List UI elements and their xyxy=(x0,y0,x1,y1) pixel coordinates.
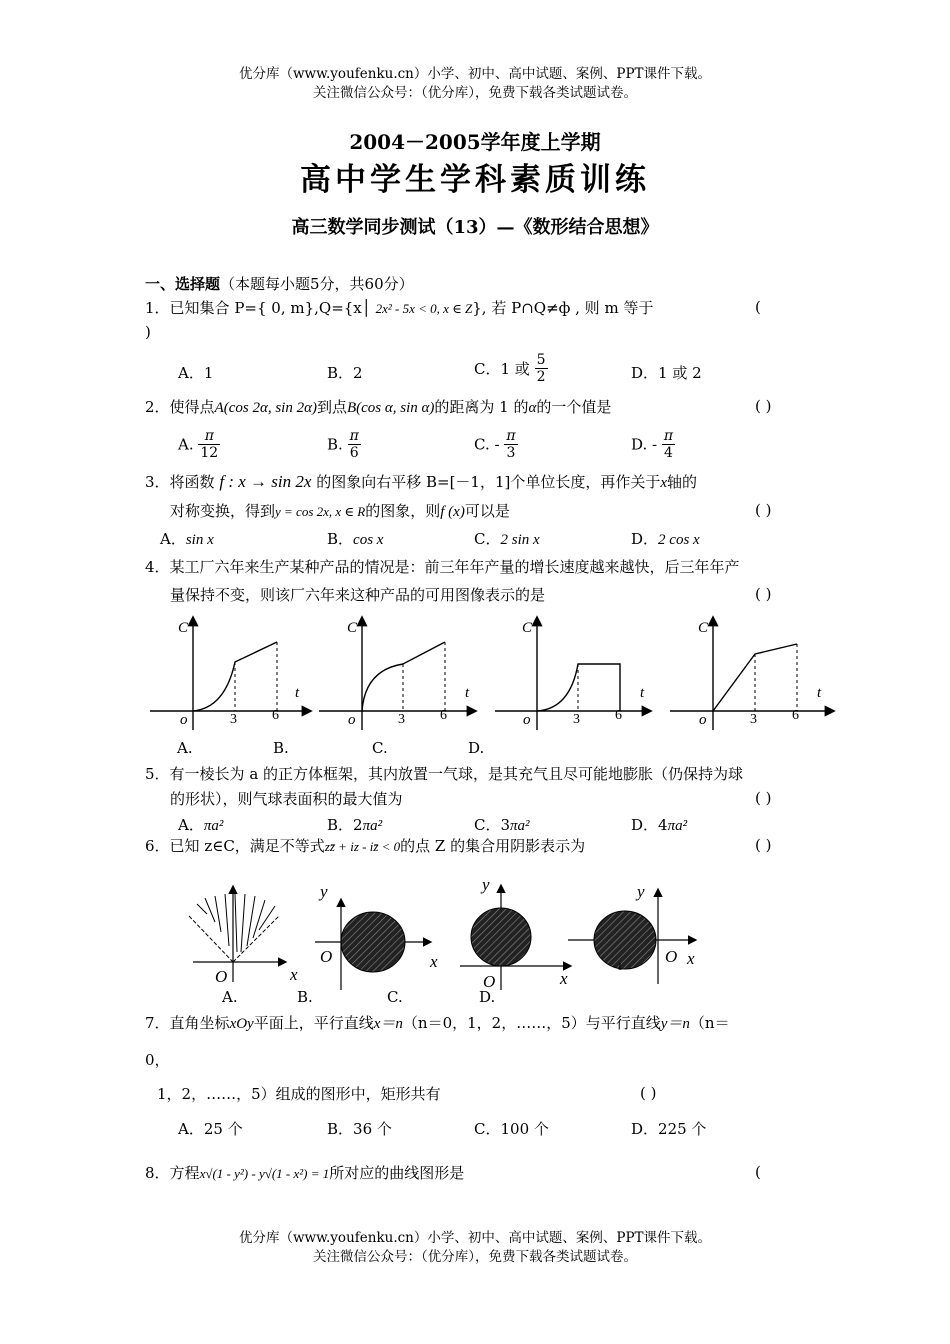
q7-stem-line1: 7．直角坐标xOy平面上，平行直线x＝n（n＝0，1，2，……，5）与平行直线y＝n（n＝ xyxy=(145,1014,730,1032)
q3-option-b[interactable]: B．cos x xyxy=(327,530,384,548)
q8-paren-open: ( xyxy=(755,1163,761,1181)
q1-text-a: 已知集合 P={ 0, m},Q={x│ xyxy=(169,299,371,317)
svg-text:C: C xyxy=(178,620,189,636)
svg-text:3: 3 xyxy=(573,712,580,727)
svg-text:3: 3 xyxy=(398,712,405,727)
q1-option-a[interactable]: A．1 xyxy=(178,364,214,382)
q6-option-b[interactable]: B. xyxy=(297,988,313,1006)
svg-text:1: 1 xyxy=(617,961,623,973)
svg-text:6: 6 xyxy=(272,708,279,723)
svg-text:6: 6 xyxy=(615,708,622,723)
q6-graph-d xyxy=(568,882,695,984)
q6-graphs xyxy=(175,872,735,997)
q8-stem: 8．方程x√(1 - y²) - y√(1 - x²) = 1所对应的曲线图形是 xyxy=(145,1164,465,1182)
q1-paren-open: ( xyxy=(755,298,761,316)
q5-option-d[interactable]: D．4πa² xyxy=(631,816,688,834)
q7-stem-line3: 1，2，……，5）组成的图形中，矩形共有 xyxy=(157,1085,441,1103)
svg-text:6: 6 xyxy=(792,708,799,723)
q4-graph-c xyxy=(495,618,650,730)
q7-option-b[interactable]: B．36 个 xyxy=(327,1120,392,1138)
svg-text:o: o xyxy=(523,712,531,728)
q3-stem-line2: 对称变换，得到y = cos 2x, x ∈ R的图象，则f (x)可以是 xyxy=(170,502,510,520)
q3-paren: ( ) xyxy=(755,501,772,519)
q7-option-a[interactable]: A．25 个 xyxy=(178,1120,243,1138)
q4-stem-line2: 量保持不变，则该厂六年来这种产品的可用图像表示的是 xyxy=(170,586,546,604)
svg-text:3: 3 xyxy=(750,712,757,727)
q8-expression: x√(1 - y²) - y√(1 - x²) = 1 xyxy=(199,1166,330,1181)
q1-option-c-fraction: $\frac{5}{2}$ xyxy=(536,352,546,385)
q4-option-d[interactable]: D. xyxy=(468,739,485,757)
q2-option-b[interactable]: B. $\frac{\pi}{6}$ xyxy=(327,428,359,461)
section-note: （本题每小题5分，共60分） xyxy=(220,275,414,293)
q6-graph-c xyxy=(460,875,570,991)
footer-line2: 关注微信公众号：（优分库），免费下载各类试题试卷。 xyxy=(313,1249,637,1265)
q2-point-b: B(cos α, sin α) xyxy=(346,400,435,416)
q5-stem-line2: 的形状），则气球表面积的最大值为 xyxy=(170,790,403,808)
svg-text:t: t xyxy=(817,685,822,701)
svg-text:o: o xyxy=(348,712,356,728)
q4-graph-d xyxy=(670,618,833,730)
q2-option-a[interactable]: A. $\frac{\pi}{12}$ xyxy=(178,428,219,461)
q3-option-d[interactable]: D．2 cos x xyxy=(631,530,700,548)
q1-option-c[interactable] xyxy=(474,352,548,385)
q3-option-c[interactable]: C．2 sin x xyxy=(474,530,540,548)
q4-graphs xyxy=(145,612,845,742)
svg-text:y: y xyxy=(637,882,645,901)
svg-text:o: o xyxy=(699,712,707,728)
title-year: 2004－2005学年度上学期 xyxy=(349,130,601,154)
section-heading xyxy=(145,274,414,294)
q1-option-b[interactable]: B．2 xyxy=(327,364,363,382)
svg-text:O: O xyxy=(665,947,678,966)
q4-paren: ( ) xyxy=(755,585,772,603)
q1-text-b: }, 若 P∩Q≠ф , 则 m 等于 xyxy=(472,299,654,317)
q2-paren: ( ) xyxy=(755,397,772,415)
svg-text:y: y xyxy=(482,875,490,894)
q5-stem-line1: 5．有一棱长为 a 的正方体框架，其内放置一气球，是其充气且尽可能地膨胀（仍保持为球 xyxy=(145,765,744,783)
section-title: 一、选择题 xyxy=(145,275,221,293)
q2-point-a: A(cos 2α, sin 2α) xyxy=(214,400,317,416)
q4-graph-b xyxy=(319,618,475,730)
q7-option-d[interactable]: D．225 个 xyxy=(631,1120,707,1138)
svg-text:O: O xyxy=(483,972,496,991)
q5-option-b[interactable]: B．2πa² xyxy=(327,816,383,834)
header-line1: 优分库（www.youfenku.cn）小学、初中、高中试题、案例、PPT课件下载。 xyxy=(238,66,712,82)
svg-text:x: x xyxy=(687,949,695,968)
svg-text:6: 6 xyxy=(440,708,447,723)
q3-stem-line1: 3．将函数 f : x → sin 2x 的图象向右平移 B=[－1，1]个单位长度，再作关于x轴的 xyxy=(145,472,698,491)
q4-graph-a xyxy=(150,618,310,730)
svg-text:x: x xyxy=(560,969,568,988)
q1-stem xyxy=(145,298,653,319)
q4-option-b[interactable]: B. xyxy=(273,739,289,757)
q7-stem-line2: 0， xyxy=(145,1051,170,1069)
q3-function: f : x → sin 2x xyxy=(219,472,312,491)
q6-paren: ( ) xyxy=(755,836,772,854)
q2-option-d[interactable]: D. - $\frac{\pi}{4}$ xyxy=(631,428,674,461)
svg-text:t: t xyxy=(465,685,470,701)
svg-text:C: C xyxy=(347,620,358,636)
q2-option-c[interactable]: C. - $\frac{\pi}{3}$ xyxy=(474,428,516,461)
footer-line1: 优分库（www.youfenku.cn）小学、初中、高中试题、案例、PPT课件下载。 xyxy=(238,1230,712,1246)
q5-option-a[interactable]: A．πa² xyxy=(178,816,224,834)
svg-text:3: 3 xyxy=(230,712,237,727)
q1-option-c-label: C．1 或 xyxy=(474,360,530,378)
q3-option-a[interactable]: A．sin x xyxy=(160,530,214,548)
q7-paren: ( ) xyxy=(640,1084,657,1102)
header-line2: 关注微信公众号：（优分库），免费下载各类试题试卷。 xyxy=(313,85,637,101)
q2-stem: 2．使得点A(cos 2α, sin 2α)到点B(cos α, sin α)的距离为 1 的α的一个值是 xyxy=(145,398,612,416)
q6-option-a[interactable]: A. xyxy=(222,988,238,1006)
svg-text:t: t xyxy=(295,685,300,701)
svg-text:x: x xyxy=(430,952,438,971)
title-main: 高中学生学科素质训练 xyxy=(300,162,650,198)
q6-stem: 6．已知 z∈C，满足不等式zz̄ + iz - iz̄ < 0的点 Z 的集合用阴影表示为 xyxy=(145,837,586,855)
svg-text:O: O xyxy=(320,947,333,966)
q4-stem-line1: 4．某工厂六年来生产某种产品的情况是：前三年年产量的增长速度越来越快，后三年年产 xyxy=(145,558,740,576)
q4-option-c[interactable]: C. xyxy=(372,739,388,757)
q6-option-c[interactable]: C. xyxy=(387,988,403,1006)
q7-option-c[interactable]: C．100 个 xyxy=(474,1120,549,1138)
q1-expression: 2x² - 5x < 0, x ∈ Z xyxy=(375,301,473,316)
q6-graph-a xyxy=(189,887,298,986)
svg-text:y: y xyxy=(320,882,328,901)
q1-number: 1． xyxy=(145,299,170,317)
svg-text:x: x xyxy=(290,965,298,984)
svg-text:C: C xyxy=(698,620,709,636)
svg-text:O: O xyxy=(215,967,228,986)
q6-option-d[interactable]: D. xyxy=(479,988,496,1006)
svg-text:C: C xyxy=(522,620,533,636)
q3-expression: y = cos 2x, x ∈ R xyxy=(275,504,366,519)
svg-text:t: t xyxy=(640,685,645,701)
q5-option-c[interactable]: C．3πa² xyxy=(474,816,530,834)
q5-paren: ( ) xyxy=(755,789,772,807)
q1-option-d[interactable]: D．1 或 2 xyxy=(631,364,702,382)
q4-option-a[interactable]: A. xyxy=(177,739,193,757)
q1-paren-close: ) xyxy=(145,323,151,341)
q6-graph-b xyxy=(315,882,438,990)
title-sub: 高三数学同步测试（13）—《数形结合思想》 xyxy=(291,217,659,238)
q6-expression: zz̄ + iz - iz̄ < 0 xyxy=(324,839,401,854)
svg-text:o: o xyxy=(180,712,188,728)
